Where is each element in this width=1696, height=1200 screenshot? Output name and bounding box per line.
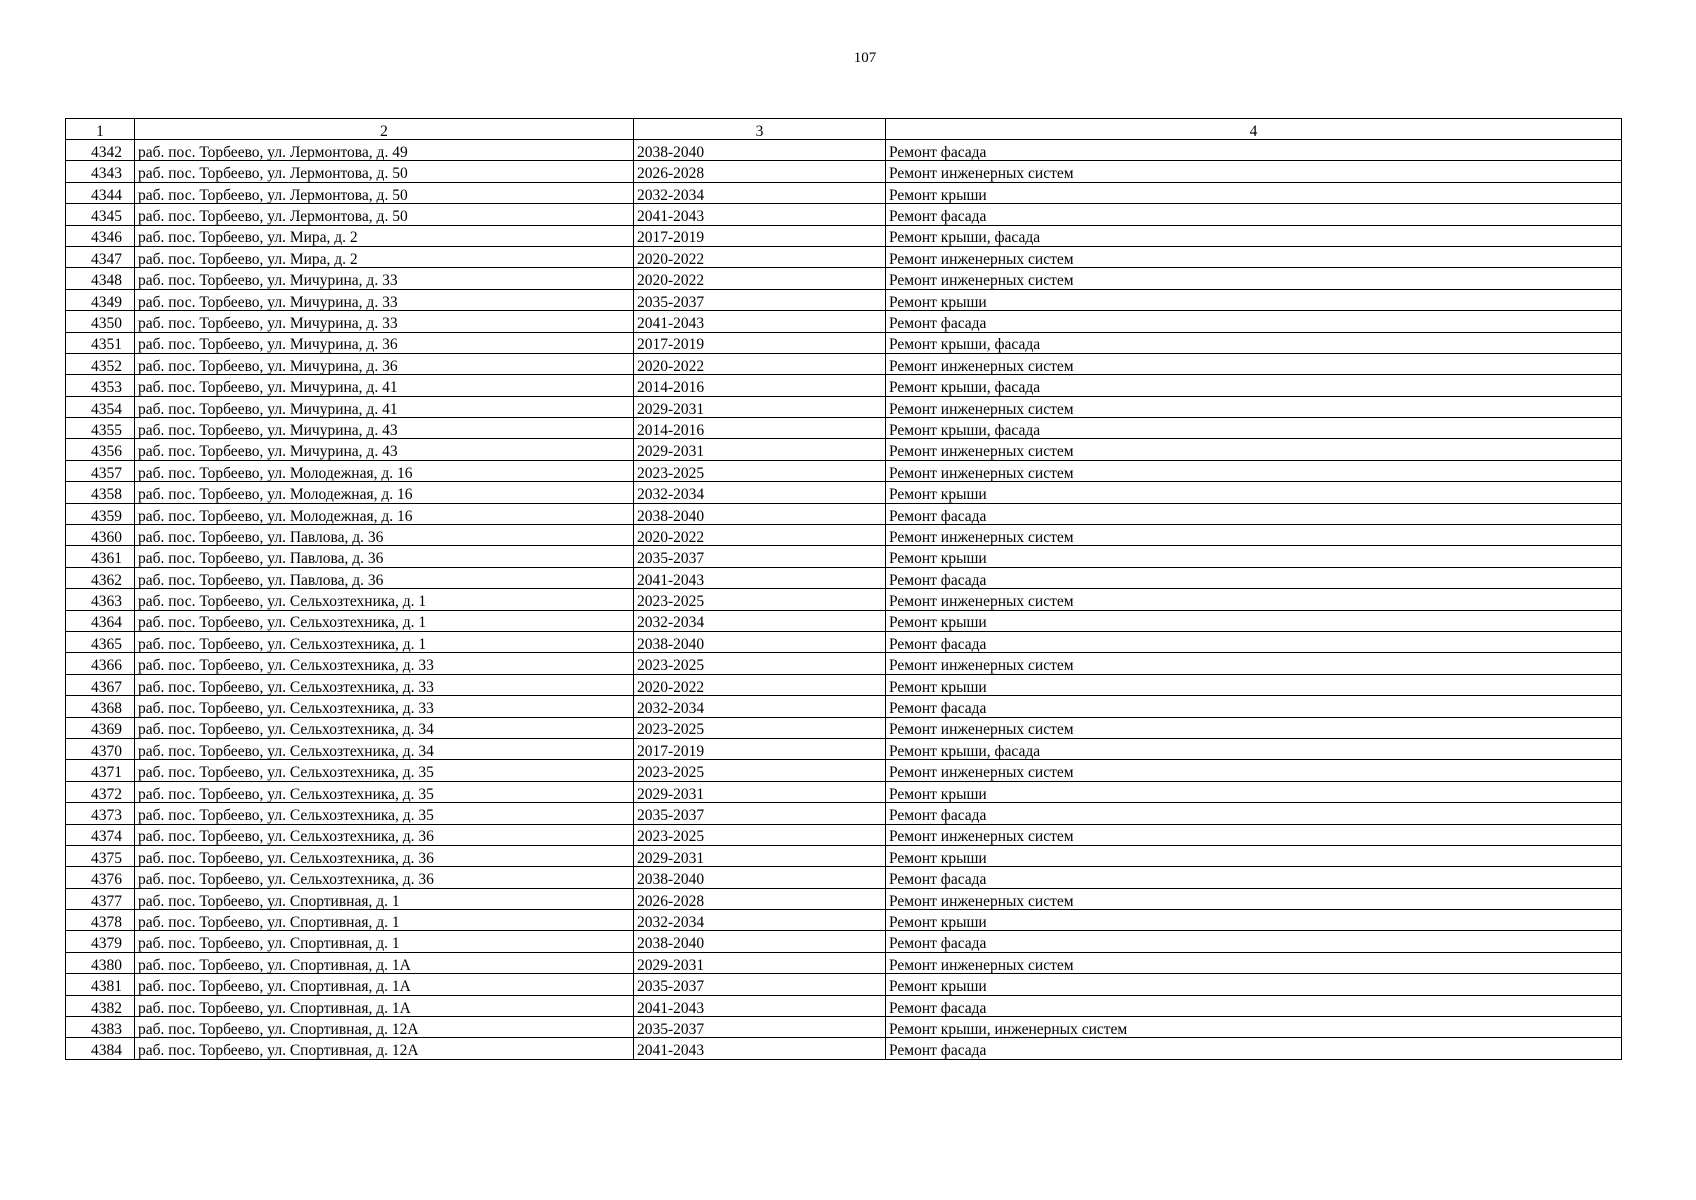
table-row [66, 674, 1622, 695]
period-cell: 2014-2016 [634, 375, 886, 396]
table-body [66, 140, 1622, 1060]
work-type-cell: Ремонт инженерных систем [886, 268, 1622, 289]
period-cell: 2038-2040 [634, 931, 886, 952]
row-number-cell: 4363 [66, 589, 135, 610]
header-col-4: 4 [886, 119, 1622, 140]
row-number-cell: 4345 [66, 204, 135, 225]
table-row [66, 867, 1622, 888]
address-cell: раб. пос. Торбеево, ул. Лермонтова, д. 50 [135, 182, 634, 203]
work-type-cell: Ремонт инженерных систем [886, 246, 1622, 267]
address-cell: раб. пос. Торбеево, ул. Спортивная, д. 1 [135, 888, 634, 909]
work-type-cell: Ремонт фасада [886, 567, 1622, 588]
table-row [66, 845, 1622, 866]
work-type-cell: Ремонт крыши [886, 182, 1622, 203]
address-cell: раб. пос. Торбеево, ул. Павлова, д. 36 [135, 546, 634, 567]
address-cell: раб. пос. Торбеево, ул. Сельхозтехника, д. 34 [135, 738, 634, 759]
table-row [66, 974, 1622, 995]
address-cell: раб. пос. Торбеево, ул. Молодежная, д. 16 [135, 482, 634, 503]
address-cell: раб. пос. Торбеево, ул. Мичурина, д. 43 [135, 439, 634, 460]
period-cell: 2038-2040 [634, 503, 886, 524]
period-cell: 2041-2043 [634, 1038, 886, 1059]
period-cell: 2032-2034 [634, 910, 886, 931]
table-row [66, 589, 1622, 610]
period-cell: 2032-2034 [634, 610, 886, 631]
work-type-cell: Ремонт инженерных систем [886, 760, 1622, 781]
table-row [66, 1017, 1622, 1038]
row-number-cell: 4353 [66, 375, 135, 396]
table-row [66, 332, 1622, 353]
period-cell: 2020-2022 [634, 353, 886, 374]
table-row [66, 803, 1622, 824]
header-col-2: 2 [135, 119, 634, 140]
work-type-cell: Ремонт фасада [886, 803, 1622, 824]
table-row [66, 246, 1622, 267]
table-row [66, 439, 1622, 460]
row-number-cell: 4370 [66, 738, 135, 759]
period-cell: 2035-2037 [634, 546, 886, 567]
page-number: 107 [853, 50, 877, 66]
table-row [66, 738, 1622, 759]
work-type-cell: Ремонт фасада [886, 204, 1622, 225]
row-number-cell: 4365 [66, 631, 135, 652]
row-number-cell: 4360 [66, 525, 135, 546]
work-type-cell: Ремонт инженерных систем [886, 525, 1622, 546]
work-type-cell: Ремонт инженерных систем [886, 653, 1622, 674]
period-cell: 2035-2037 [634, 803, 886, 824]
work-type-cell: Ремонт крыши [886, 910, 1622, 931]
work-type-cell: Ремонт инженерных систем [886, 952, 1622, 973]
address-cell: раб. пос. Торбеево, ул. Мира, д. 2 [135, 225, 634, 246]
address-cell: раб. пос. Торбеево, ул. Сельхозтехника, д. 33 [135, 696, 634, 717]
address-cell: раб. пос. Торбеево, ул. Сельхозтехника, д. 35 [135, 781, 634, 802]
period-cell: 2023-2025 [634, 760, 886, 781]
table-row [66, 396, 1622, 417]
row-number-cell: 4375 [66, 845, 135, 866]
period-cell: 2023-2025 [634, 460, 886, 481]
table-row [66, 696, 1622, 717]
row-number-cell: 4373 [66, 803, 135, 824]
table-row [66, 161, 1622, 182]
work-type-cell: Ремонт инженерных систем [886, 589, 1622, 610]
period-cell: 2023-2025 [634, 824, 886, 845]
work-type-cell: Ремонт крыши, фасада [886, 375, 1622, 396]
row-number-cell: 4361 [66, 546, 135, 567]
period-cell: 2041-2043 [634, 567, 886, 588]
work-type-cell: Ремонт крыши [886, 674, 1622, 695]
row-number-cell: 4362 [66, 567, 135, 588]
row-number-cell: 4359 [66, 503, 135, 524]
row-number-cell: 4343 [66, 161, 135, 182]
period-cell: 2029-2031 [634, 396, 886, 417]
table-row [66, 760, 1622, 781]
table-row [66, 225, 1622, 246]
period-cell: 2041-2043 [634, 311, 886, 332]
address-cell: раб. пос. Торбеево, ул. Мичурина, д. 43 [135, 418, 634, 439]
period-cell: 2017-2019 [634, 225, 886, 246]
work-type-cell: Ремонт фасада [886, 867, 1622, 888]
address-cell: раб. пос. Торбеево, ул. Сельхозтехника, д. 36 [135, 824, 634, 845]
row-number-cell: 4342 [66, 140, 135, 161]
row-number-cell: 4379 [66, 931, 135, 952]
row-number-cell: 4356 [66, 439, 135, 460]
address-cell: раб. пос. Торбеево, ул. Павлова, д. 36 [135, 525, 634, 546]
address-cell: раб. пос. Торбеево, ул. Сельхозтехника, д. 36 [135, 867, 634, 888]
period-cell: 2032-2034 [634, 482, 886, 503]
table-row [66, 525, 1622, 546]
period-cell: 2038-2040 [634, 867, 886, 888]
table-row [66, 717, 1622, 738]
table-row [66, 631, 1622, 652]
row-number-cell: 4354 [66, 396, 135, 417]
period-cell: 2020-2022 [634, 268, 886, 289]
period-cell: 2029-2031 [634, 845, 886, 866]
work-type-cell: Ремонт фасада [886, 140, 1622, 161]
address-cell: раб. пос. Торбеево, ул. Спортивная, д. 1А [135, 995, 634, 1016]
work-type-cell: Ремонт крыши, фасада [886, 418, 1622, 439]
table-row [66, 268, 1622, 289]
period-cell: 2029-2031 [634, 781, 886, 802]
repair-schedule-table [65, 118, 1622, 1060]
row-number-cell: 4381 [66, 974, 135, 995]
row-number-cell: 4349 [66, 289, 135, 310]
address-cell: раб. пос. Торбеево, ул. Молодежная, д. 16 [135, 460, 634, 481]
row-number-cell: 4347 [66, 246, 135, 267]
period-cell: 2026-2028 [634, 161, 886, 182]
table-row [66, 824, 1622, 845]
period-cell: 2038-2040 [634, 631, 886, 652]
row-number-cell: 4369 [66, 717, 135, 738]
row-number-cell: 4367 [66, 674, 135, 695]
work-type-cell: Ремонт инженерных систем [886, 439, 1622, 460]
row-number-cell: 4346 [66, 225, 135, 246]
work-type-cell: Ремонт инженерных систем [886, 460, 1622, 481]
work-type-cell: Ремонт крыши [886, 974, 1622, 995]
address-cell: раб. пос. Торбеево, ул. Лермонтова, д. 50 [135, 161, 634, 182]
row-number-cell: 4357 [66, 460, 135, 481]
address-cell: раб. пос. Торбеево, ул. Сельхозтехника, д. 1 [135, 610, 634, 631]
work-type-cell: Ремонт инженерных систем [886, 396, 1622, 417]
period-cell: 2020-2022 [634, 525, 886, 546]
row-number-cell: 4366 [66, 653, 135, 674]
address-cell: раб. пос. Торбеево, ул. Сельхозтехника, д. 34 [135, 717, 634, 738]
period-cell: 2023-2025 [634, 589, 886, 610]
table-row [66, 653, 1622, 674]
work-type-cell: Ремонт инженерных систем [886, 888, 1622, 909]
table-row [66, 910, 1622, 931]
period-cell: 2035-2037 [634, 289, 886, 310]
address-cell: раб. пос. Торбеево, ул. Лермонтова, д. 50 [135, 204, 634, 225]
address-cell: раб. пос. Торбеево, ул. Молодежная, д. 16 [135, 503, 634, 524]
table-row [66, 482, 1622, 503]
period-cell: 2014-2016 [634, 418, 886, 439]
address-cell: раб. пос. Торбеево, ул. Сельхозтехника, д. 36 [135, 845, 634, 866]
row-number-cell: 4355 [66, 418, 135, 439]
row-number-cell: 4350 [66, 311, 135, 332]
work-type-cell: Ремонт инженерных систем [886, 717, 1622, 738]
period-cell: 2026-2028 [634, 888, 886, 909]
period-cell: 2020-2022 [634, 246, 886, 267]
address-cell: раб. пос. Торбеево, ул. Мичурина, д. 33 [135, 311, 634, 332]
row-number-cell: 4351 [66, 332, 135, 353]
address-cell: раб. пос. Торбеево, ул. Мичурина, д. 36 [135, 353, 634, 374]
period-cell: 2041-2043 [634, 995, 886, 1016]
period-cell: 2032-2034 [634, 696, 886, 717]
period-cell: 2035-2037 [634, 974, 886, 995]
work-type-cell: Ремонт фасада [886, 311, 1622, 332]
row-number-cell: 4374 [66, 824, 135, 845]
work-type-cell: Ремонт крыши [886, 845, 1622, 866]
period-cell: 2038-2040 [634, 140, 886, 161]
row-number-cell: 4371 [66, 760, 135, 781]
header-col-1: 1 [66, 119, 135, 140]
period-cell: 2041-2043 [634, 204, 886, 225]
table-row [66, 311, 1622, 332]
header-col-3: 3 [634, 119, 886, 140]
table-row [66, 610, 1622, 631]
row-number-cell: 4372 [66, 781, 135, 802]
table-row [66, 140, 1622, 161]
period-cell: 2029-2031 [634, 952, 886, 973]
row-number-cell: 4358 [66, 482, 135, 503]
work-type-cell: Ремонт инженерных систем [886, 353, 1622, 374]
address-cell: раб. пос. Торбеево, ул. Спортивная, д. 1 [135, 931, 634, 952]
table-row [66, 931, 1622, 952]
table-row [66, 460, 1622, 481]
table-row [66, 1038, 1622, 1059]
row-number-cell: 4383 [66, 1017, 135, 1038]
period-cell: 2023-2025 [634, 653, 886, 674]
table-row [66, 952, 1622, 973]
table-row [66, 888, 1622, 909]
table-row [66, 418, 1622, 439]
work-type-cell: Ремонт фасада [886, 696, 1622, 717]
row-number-cell: 4344 [66, 182, 135, 203]
work-type-cell: Ремонт крыши [886, 546, 1622, 567]
work-type-cell: Ремонт крыши [886, 482, 1622, 503]
period-cell: 2032-2034 [634, 182, 886, 203]
work-type-cell: Ремонт крыши, фасада [886, 738, 1622, 759]
work-type-cell: Ремонт фасада [886, 995, 1622, 1016]
address-cell: раб. пос. Торбеево, ул. Мичурина, д. 36 [135, 332, 634, 353]
row-number-cell: 4380 [66, 952, 135, 973]
address-cell: раб. пос. Торбеево, ул. Сельхозтехника, д. 35 [135, 760, 634, 781]
table-row [66, 204, 1622, 225]
address-cell: раб. пос. Торбеево, ул. Спортивная, д. 1А [135, 952, 634, 973]
address-cell: раб. пос. Торбеево, ул. Мичурина, д. 41 [135, 396, 634, 417]
work-type-cell: Ремонт фасада [886, 503, 1622, 524]
period-cell: 2023-2025 [634, 717, 886, 738]
work-type-cell: Ремонт фасада [886, 631, 1622, 652]
period-cell: 2017-2019 [634, 332, 886, 353]
address-cell: раб. пос. Торбеево, ул. Спортивная, д. 1 [135, 910, 634, 931]
address-cell: раб. пос. Торбеево, ул. Сельхозтехника, д. 1 [135, 589, 634, 610]
address-cell: раб. пос. Торбеево, ул. Мичурина, д. 41 [135, 375, 634, 396]
table-row [66, 567, 1622, 588]
work-type-cell: Ремонт фасада [886, 1038, 1622, 1059]
address-cell: раб. пос. Торбеево, ул. Павлова, д. 36 [135, 567, 634, 588]
row-number-cell: 4364 [66, 610, 135, 631]
row-number-cell: 4378 [66, 910, 135, 931]
row-number-cell: 4382 [66, 995, 135, 1016]
period-cell: 2020-2022 [634, 674, 886, 695]
work-type-cell: Ремонт крыши, фасада [886, 332, 1622, 353]
table-row [66, 995, 1622, 1016]
address-cell: раб. пос. Торбеево, ул. Сельхозтехника, д. 33 [135, 653, 634, 674]
address-cell: раб. пос. Торбеево, ул. Спортивная, д. 1А [135, 974, 634, 995]
work-type-cell: Ремонт крыши [886, 289, 1622, 310]
table-row [66, 182, 1622, 203]
table-row [66, 781, 1622, 802]
period-cell: 2029-2031 [634, 439, 886, 460]
work-type-cell: Ремонт фасада [886, 931, 1622, 952]
address-cell: раб. пос. Торбеево, ул. Сельхозтехника, д. 1 [135, 631, 634, 652]
table-row [66, 289, 1622, 310]
address-cell: раб. пос. Торбеево, ул. Лермонтова, д. 49 [135, 140, 634, 161]
address-cell: раб. пос. Торбеево, ул. Мира, д. 2 [135, 246, 634, 267]
work-type-cell: Ремонт крыши, инженерных систем [886, 1017, 1622, 1038]
header-row [66, 119, 1622, 140]
address-cell: раб. пос. Торбеево, ул. Спортивная, д. 12А [135, 1038, 634, 1059]
table-row [66, 375, 1622, 396]
address-cell: раб. пос. Торбеево, ул. Сельхозтехника, д. 33 [135, 674, 634, 695]
row-number-cell: 4348 [66, 268, 135, 289]
work-type-cell: Ремонт крыши [886, 610, 1622, 631]
row-number-cell: 4377 [66, 888, 135, 909]
period-cell: 2017-2019 [634, 738, 886, 759]
work-type-cell: Ремонт крыши, фасада [886, 225, 1622, 246]
row-number-cell: 4384 [66, 1038, 135, 1059]
address-cell: раб. пос. Торбеево, ул. Мичурина, д. 33 [135, 268, 634, 289]
table-row [66, 503, 1622, 524]
row-number-cell: 4376 [66, 867, 135, 888]
table-row [66, 546, 1622, 567]
table-row [66, 353, 1622, 374]
table-header [66, 119, 1622, 140]
work-type-cell: Ремонт инженерных систем [886, 824, 1622, 845]
work-type-cell: Ремонт инженерных систем [886, 161, 1622, 182]
period-cell: 2035-2037 [634, 1017, 886, 1038]
address-cell: раб. пос. Торбеево, ул. Спортивная, д. 12А [135, 1017, 634, 1038]
address-cell: раб. пос. Торбеево, ул. Мичурина, д. 33 [135, 289, 634, 310]
row-number-cell: 4368 [66, 696, 135, 717]
row-number-cell: 4352 [66, 353, 135, 374]
address-cell: раб. пос. Торбеево, ул. Сельхозтехника, д. 35 [135, 803, 634, 824]
work-type-cell: Ремонт крыши [886, 781, 1622, 802]
